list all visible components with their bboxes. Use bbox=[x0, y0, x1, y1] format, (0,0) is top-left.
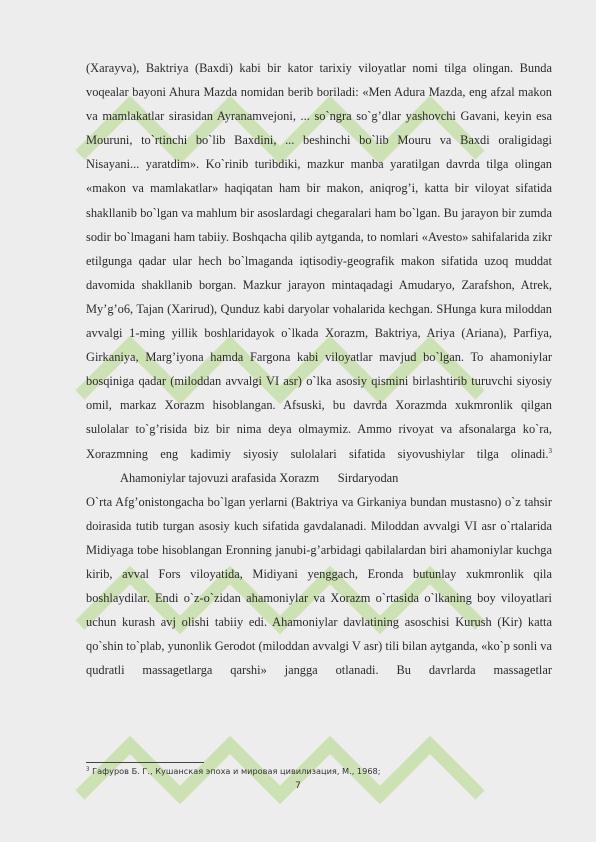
footnote bbox=[86, 766, 381, 776]
footnote-text: Гафуров Б. Г., Кушанская эпоха и мировая цивилизация, М., 1968; bbox=[92, 766, 381, 776]
paragraph-1 bbox=[86, 56, 552, 466]
footnote-ref: 3 bbox=[548, 446, 552, 455]
footnote-number: 3 bbox=[86, 766, 90, 773]
body-text bbox=[86, 56, 552, 682]
paragraph-3: O`rta Afg’onistongacha bo`lgan yerlarni (Baktriya va Girkaniya bundan mustasno) o`z tahsir doirasida tutib turgan asosiy kuch sifatida gavdalanadi. Miloddan avvalgi VI asr o`rtalarida Midiyaga tobe hisoblangan Eronning janubi-g’arbidagi qabilalardan biri ahamoniylar kuchga kirib, avval Fors viloyatida, Midiyani yenggach, Eronda butunlay xukmronlik qila boshlaydilar. Endi o`z-o`zidan ahamoniylar va Xorazm o`rtasida o`lkaning boy viloyatlari uchun kurash avj olishi tabiiy edi. Ahamoniylar davlatining asoschisi Kurush (Kir) katta qo`shin to`plab, yunonlik Gerodot (miloddan avvalgi V asr) tili bilan aytganda, «ko`p sonli va qudratli massagetlarga qarshi» jangga otlanadi. Bu davrlarda massagetlar bbox=[86, 494, 552, 678]
paragraph-1-text: (Xarayva), Baktriya (Baxdi) kabi bir kator tarixiy viloyatlar nomi tilga olingan. Bunda voqealar bayoni Ahura Mazda nomidan berib boriladi: «Men Adura Mazda, eng afzal makon va mamlakatlar sirasidan Ayranamvejoni, ... so`ngra so`g’dlar yashovchi Gavani, keyin esa Mouruni, to`rtinchi bo`lib Baxdini, ... beshinchi bo`lib Mouru va Baxdi oraligidagi Nisayani... yaratdim». Ko`rinib turibdiki, mazkur manba yaratilgan davrda tilga olingan «makon va mamlakatlar» haqiqatan ham bir makon, aniqrog’i, katta bir viloyat sifatida shakllanib bo`lgan va mahlum bir asoslardagi chegaralari ham bo`lgan. Bu jarayon bir zumda sodir bo`lmagani ham tabiiy. Boshqacha qilib aytganda, to nomlari «Avesto» sahifalarida zikr etilgunga qadar ular hech bo`lmaganda iqtisodiy-geografik makon sifatida uzoq muddat davomida shakllanib borgan. Mazkur jarayon mintaqadagi Amudaryo, Zarafshon, Atrek, My’g’o6, Tajan (Xarirud), Qunduz kabi daryolar vohalarida kechgan. SHunga kura miloddan avvalgi 1-ming yillik boshlaridayok o`lkada Xorazm, Baktriya, Ariya (Ariana), Parfiya, Girkaniya, Marg’iyona hamda Fargona kabi viloyatlar mavjud bo`lgan. To ahamoniylar bosqiniga qadar (miloddan avvalgi VI asr) o`lka asosiy qismini birlashtirib turuvchi siyosiy omil, markaz Xorazm hisoblangan. Afsuski, bu davrda Xorazmda xukmronlik qilgan sulolalar to`g’risida biz bir nima deya olmaymiz. Ammo rivoyat va afsonalarga ko`ra, Xorazmning eng kadimiy siyosiy sulolalari sifatida siyovushiylar tilga olinadi. bbox=[86, 61, 552, 461]
paragraph-2: Ahamoniylar tajovuzi arafasida Xorazm Sirdaryodan bbox=[120, 470, 399, 485]
page-number: 7 bbox=[295, 781, 301, 791]
footnote-divider bbox=[86, 762, 204, 763]
